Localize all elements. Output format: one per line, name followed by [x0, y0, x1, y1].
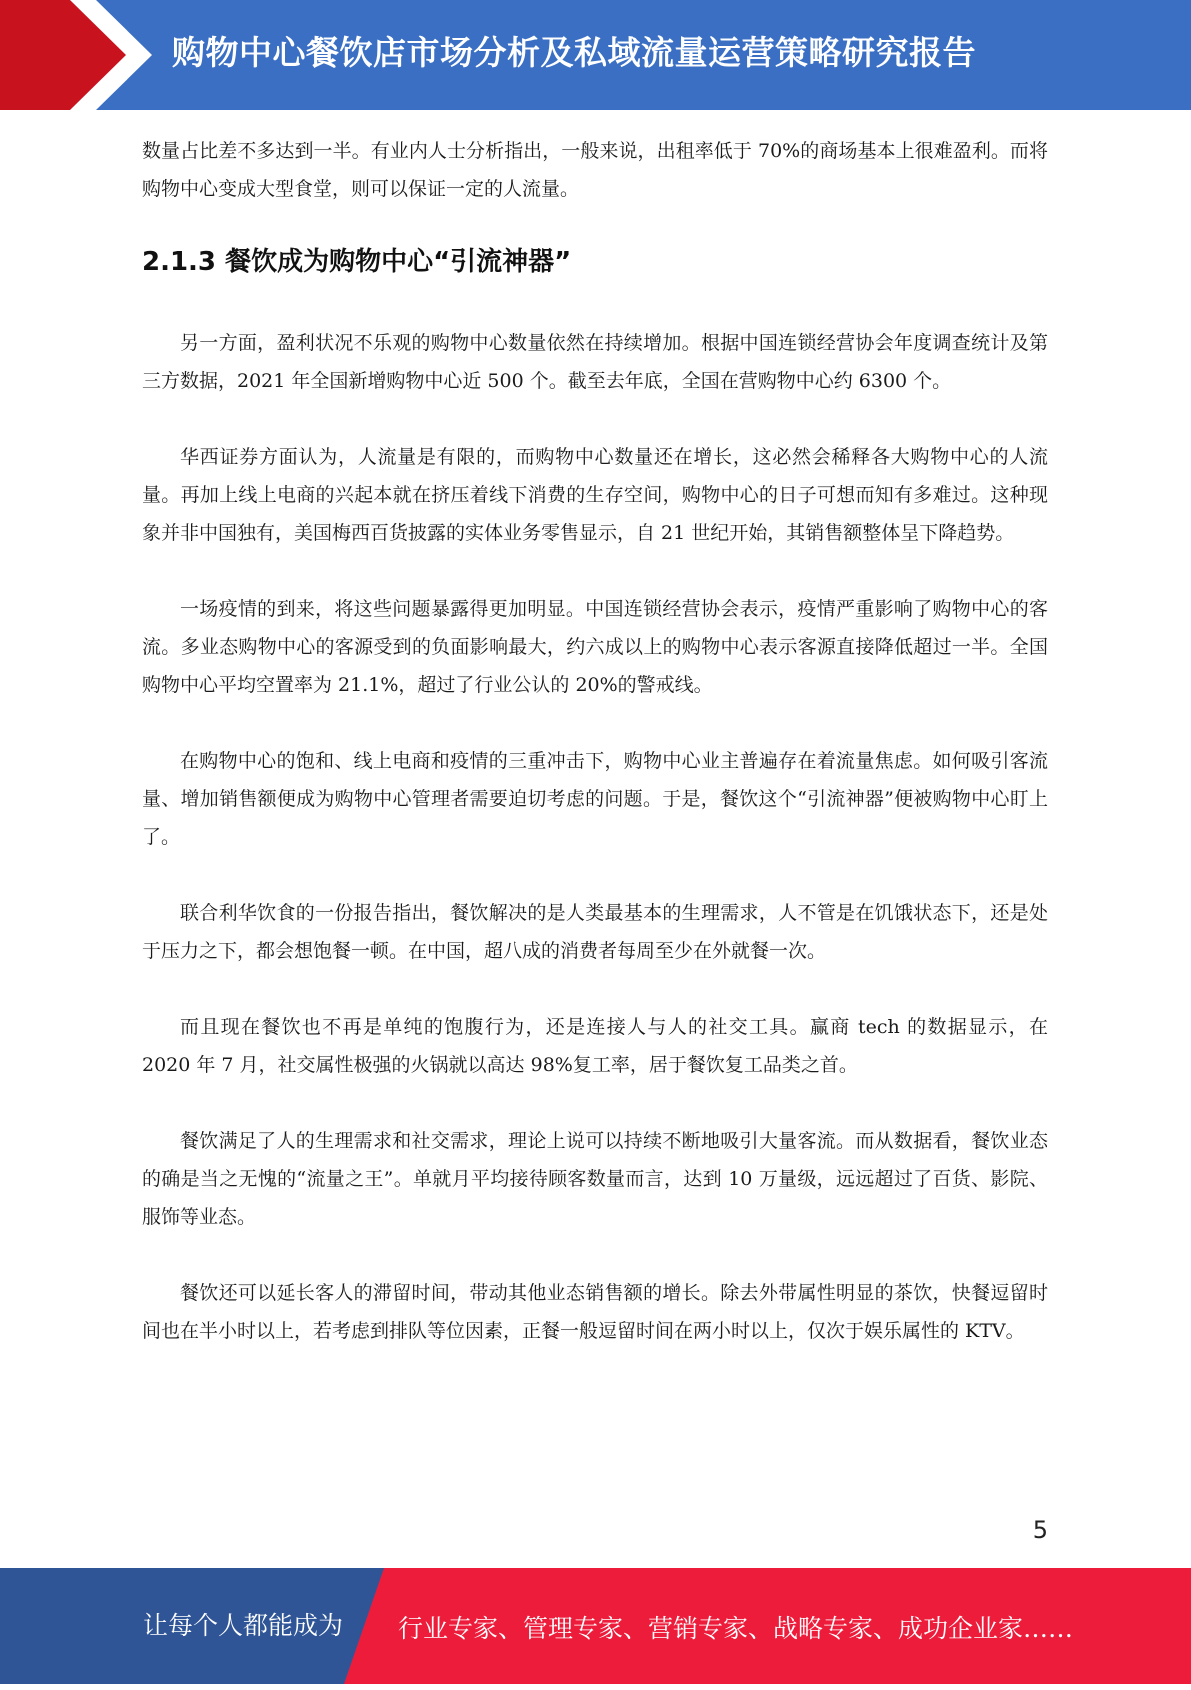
body-paragraph: 华西证券方面认为，人流量是有限的，而购物中心数量还在增长，这必然会稀释各大购物中心的人流量。再加上线上电商的兴起本就在挤压着线下消费的生存空间，购物中心的日子可想而知有多难过。这种现象并非中国独有，美国梅西百货披露的实体业务零售显示，自 21 世纪开始，其销售额整体呈下降趋势。	[142, 446, 1048, 544]
footer-slogan-right: 行业专家、管理专家、营销专家、战略专家、成功企业家……	[398, 1614, 1074, 1643]
header-banner	[0, 0, 1191, 110]
body-paragraph: 在购物中心的饱和、线上电商和疫情的三重冲击下，购物中心业主普遍存在着流量焦虑。如何吸引客流量、增加销售额便成为购物中心管理者需要迫切考虑的问题。于是，餐饮这个“引流神器”便被购物中心盯上了。	[142, 750, 1048, 848]
document-title: 购物中心餐饮店市场分析及私域流量运营策略研究报告	[172, 33, 976, 72]
body-paragraph: 另一方面，盈利状况不乐观的购物中心数量依然在持续增加。根据中国连锁经营协会年度调查统计及第三方数据，2021 年全国新增购物中心近 500 个。截至去年底，全国在营购物中心约 6300 个。	[142, 332, 1048, 392]
section-heading: 2.1.3 餐饮成为购物中心“引流神器”	[142, 247, 572, 277]
body-paragraph: 联合利华饮食的一份报告指出，餐饮解决的是人类最基本的生理需求，人不管是在饥饿状态下，还是处于压力之下，都会想饱餐一顿。在中国，超八成的消费者每周至少在外就餐一次。	[142, 902, 1048, 962]
footer-banner	[0, 1568, 1191, 1684]
page-content	[142, 132, 1048, 1350]
intro-paragraph: 数量占比差不多达到一半。有业内人士分析指出，一般来说，出租率低于 70%的商场基本上很难盈利。而将购物中心变成大型食堂，则可以保证一定的人流量。	[142, 140, 1048, 200]
body-paragraph: 餐饮还可以延长客人的滞留时间，带动其他业态销售额的增长。除去外带属性明显的茶饮，快餐逗留时间也在半小时以上，若考虑到排队等位因素，正餐一般逗留时间在两小时以上，仅次于娱乐属性的 KTV。	[142, 1282, 1048, 1342]
body-paragraph: 一场疫情的到来，将这些问题暴露得更加明显。中国连锁经营协会表示，疫情严重影响了购物中心的客流。多业态购物中心的客源受到的负面影响最大，约六成以上的购物中心表示客源直接降低超过一半。全国购物中心平均空置率为 21.1%，超过了行业公认的 20%的警戒线。	[142, 598, 1048, 696]
footer-slogan-left: 让每个人都能成为	[143, 1611, 344, 1640]
body-paragraph: 餐饮满足了人的生理需求和社交需求，理论上说可以持续不断地吸引大量客流。而从数据看，餐饮业态的确是当之无愧的“流量之王”。单就月平均接待顾客数量而言，达到 10 万量级，远远超过了百货、影院、服饰等业态。	[142, 1130, 1048, 1228]
body-paragraph: 而且现在餐饮也不再是单纯的饱腹行为，还是连接人与人的社交工具。赢商 tech 的数据显示，在 2020 年 7 月，社交属性极强的火锅就以高达 98%复工率，居于餐饮复工品类之首。	[142, 1016, 1048, 1076]
page-number: 5	[1032, 1516, 1048, 1544]
